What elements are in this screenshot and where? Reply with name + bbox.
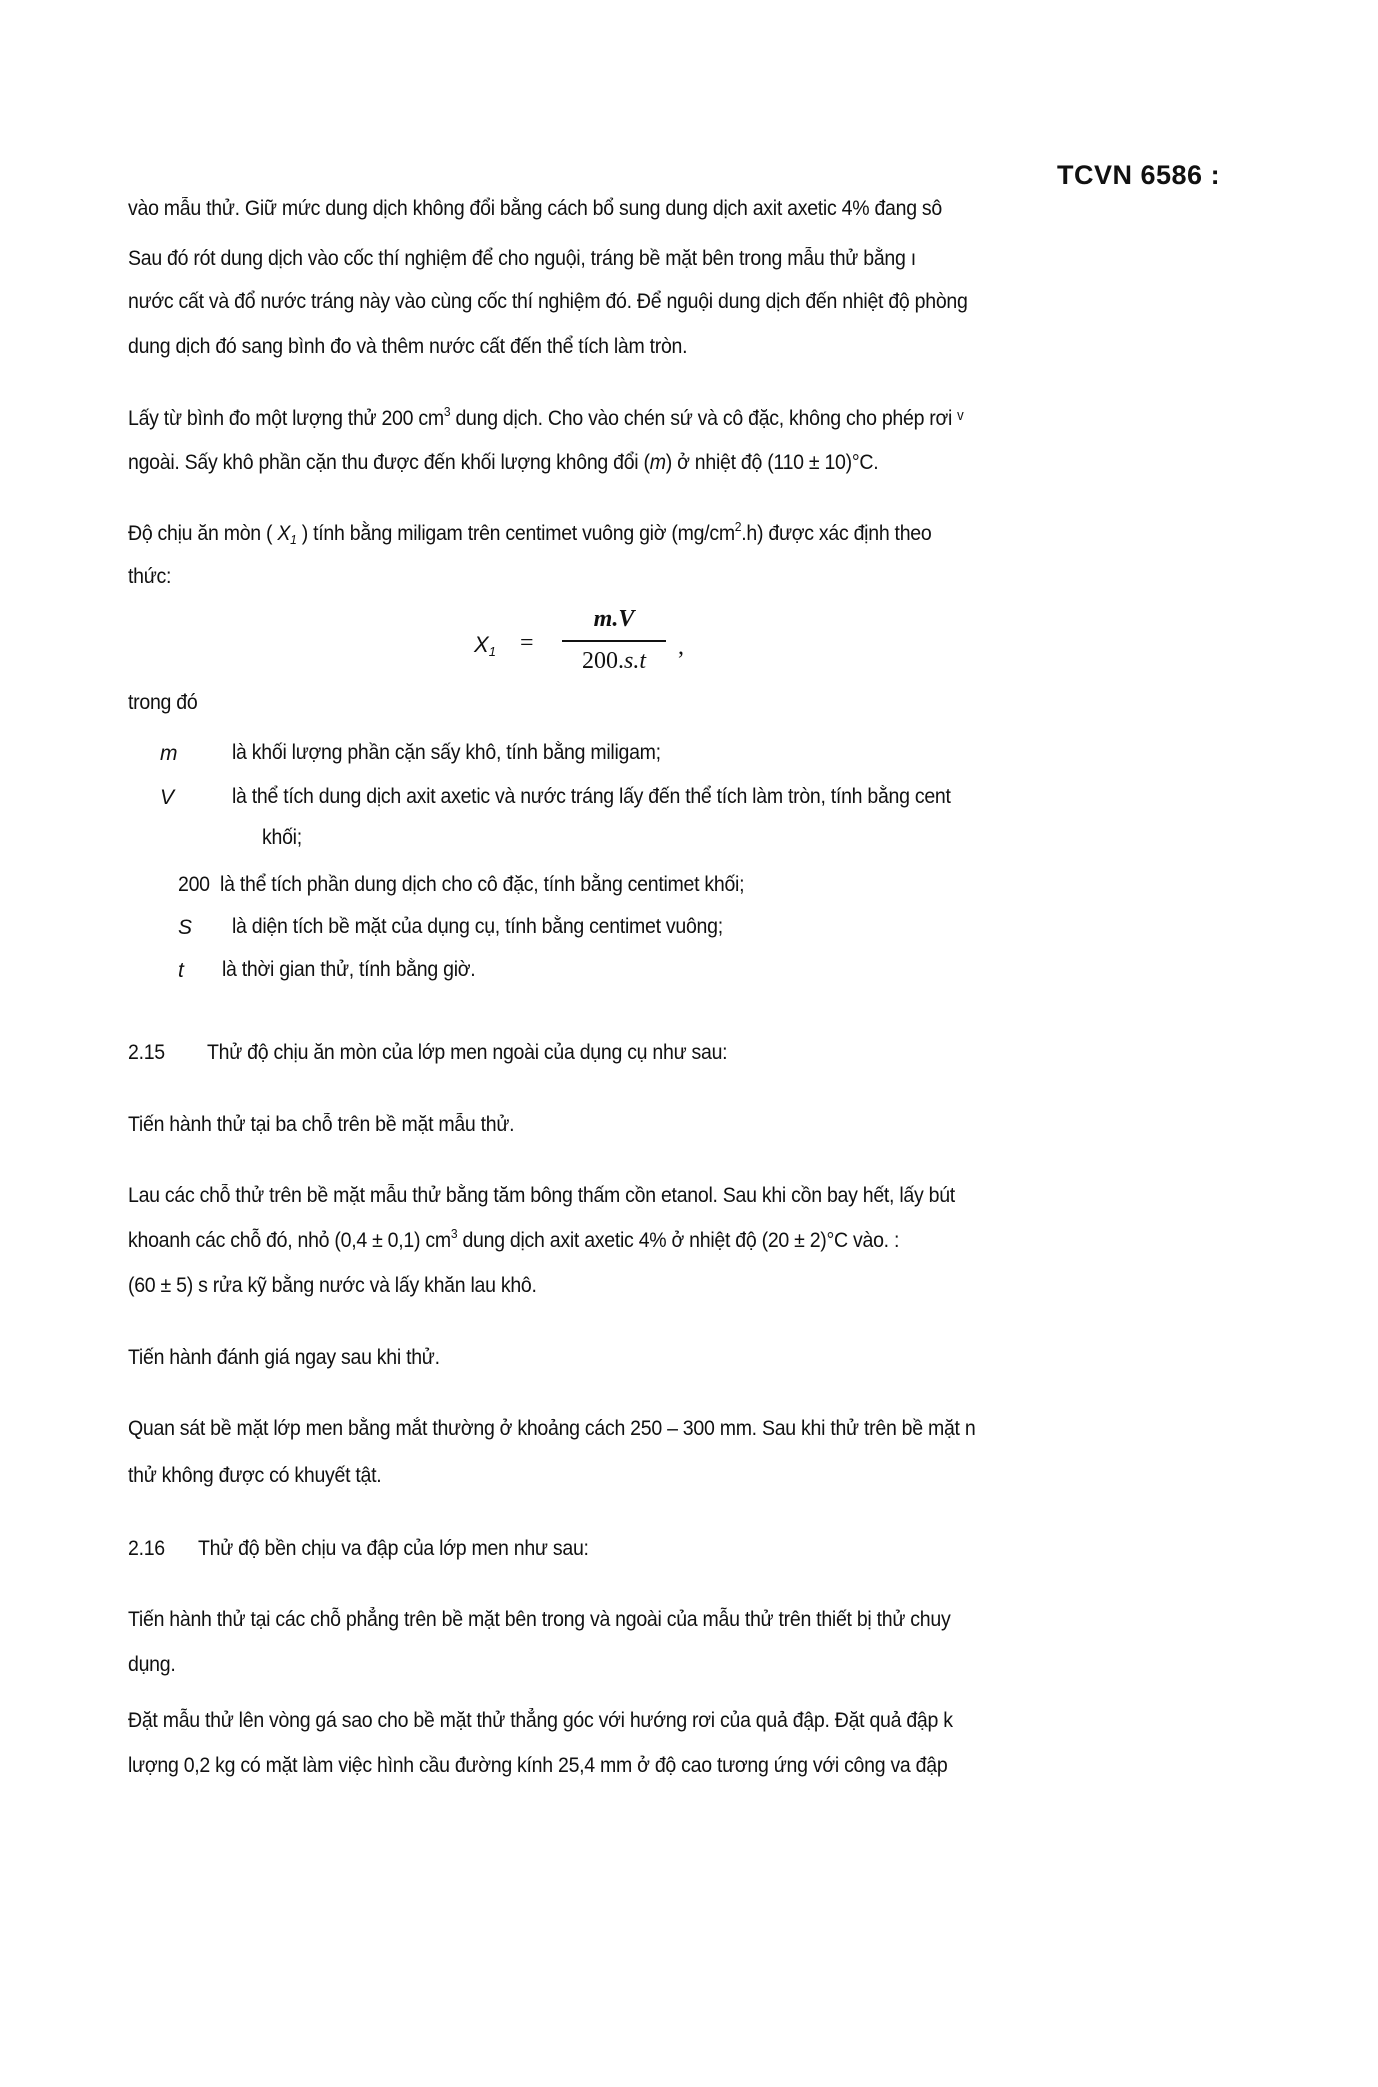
formula-lhs: $X_1$ bbox=[474, 632, 496, 659]
section-2-15-p4-line1: Quan sát bề mặt lớp men bằng mắt thường ở khoảng cách 250 – 300 mm. Sau khi thử trên bề mặt n bbox=[128, 1417, 976, 1440]
para1-line4: dung dịch đó sang bình đo và thêm nước cất đến thể tích làm tròn. bbox=[128, 335, 688, 358]
para1-line2: Sau đó rót dung dịch vào cốc thí nghiệm để cho nguội, tráng bề mặt bên trong mẫu thử bằng ı bbox=[128, 247, 916, 270]
section-2-15-p1: Tiến hành thử tại ba chỗ trên bề mặt mẫu thử. bbox=[128, 1113, 515, 1136]
definition-text: là thời gian thử, tính bằng giờ. bbox=[222, 958, 476, 981]
section-2-15-p2-line1: Lau các chỗ thử trên bề mặt mẫu thử bằng tăm bông thấm cồn etanol. Sau khi cồn bay hết, lấy bút bbox=[128, 1184, 955, 1207]
definition-row-200 bbox=[178, 874, 744, 895]
para3-line1: Độ chịu ăn mòn ( $X_1$ ) tính bằng miligam trên centimet vuông giờ $(mg/cm^2.h)$ được xác định theo bbox=[128, 519, 932, 547]
section-2-15-p3: Tiến hành đánh giá ngay sau khi thử. bbox=[128, 1346, 440, 1369]
section-2-16-title: Thử độ bền chịu va đập của lớp men như sau: bbox=[198, 1537, 589, 1560]
para2-line2: ngoài. Sấy khô phần cặn thu được đến khối lượng không đổi (m) ở nhiệt độ (110 ± 10)°C. bbox=[128, 451, 879, 474]
where-label: trong đó bbox=[128, 691, 198, 714]
section-2-16-p2-line2: lượng 0,2 kg có mặt làm việc hình cầu đường kính 25,4 mm ở độ cao tương ứng với công va đập bbox=[128, 1754, 948, 1777]
formula-equals: = bbox=[520, 630, 534, 656]
para1-line3: nước cất và đổ nước tráng này vào cùng cốc thí nghiệm đó. Để nguội dung dịch đến nhiệt độ phòng bbox=[128, 290, 968, 313]
definition-symbol: t bbox=[178, 959, 184, 982]
section-2-16-p2-line1: Đặt mẫu thử lên vòng gá sao cho bề mặt thử thẳng góc với hướng rơi của quả đập. Đặt quả đập k bbox=[128, 1709, 953, 1732]
section-2-15-number: 2.15 bbox=[128, 1041, 165, 1064]
formula-comma: , bbox=[678, 634, 684, 660]
formula-denominator: 200.s.t bbox=[581, 648, 646, 674]
section-2-15-p2-line3: (60 ± 5) s rửa kỹ bằng nước và lấy khăn lau khô. bbox=[128, 1274, 537, 1297]
definition-symbol: m bbox=[160, 742, 178, 765]
definition-symbol: S bbox=[178, 916, 193, 939]
standard-code-header: TCVN 6586 : bbox=[1057, 160, 1221, 190]
definition-text: là diện tích bề mặt của dụng cụ, tính bằng centimet vuông; bbox=[232, 915, 723, 938]
section-2-15-title: Thử độ chịu ăn mòn của lớp men ngoài của dụng cụ như sau: bbox=[207, 1041, 728, 1064]
para3-line2: thức: bbox=[128, 565, 172, 588]
section-2-15-p2-line2: khoanh các chỗ đó, nhỏ (0,4 ± 0,1) $cm^3$ dung dịch axit axetic 4% ở nhiệt độ (20 ± 2)°C vào. : bbox=[128, 1226, 900, 1252]
definition-continuation: khối; bbox=[262, 826, 302, 849]
definition-text: là khối lượng phần cặn sấy khô, tính bằng miligam; bbox=[232, 741, 661, 764]
fraction-bar bbox=[562, 640, 666, 642]
section-2-15-p4-line2: thử không được có khuyết tật. bbox=[128, 1464, 382, 1487]
para1-line1: vào mẫu thử. Giữ mức dung dịch không đổi bằng cách bổ sung dung dịch axit axetic 4% đang sô bbox=[128, 197, 942, 220]
section-2-16-p1-line1: Tiến hành thử tại các chỗ phẳng trên bề mặt bên trong và ngoài của mẫu thử trên thiết bị thử chuy bbox=[128, 1608, 951, 1631]
section-2-16-number: 2.16 bbox=[128, 1537, 165, 1560]
para2-line1: Lấy từ bình đo một lượng thử 200 $cm^3$ dung dịch. Cho vào chén sứ và cô đặc, không cho phép rơi ᵛ bbox=[128, 404, 964, 430]
definition-symbol: V bbox=[160, 786, 175, 809]
formula-numerator: m.V bbox=[593, 606, 635, 632]
section-2-16-p1-line2: dụng. bbox=[128, 1653, 176, 1676]
definition-text: là thể tích phần dung dịch cho cô đặc, tính bằng centimet khối; bbox=[220, 873, 745, 896]
definition-symbol: 200 bbox=[178, 873, 210, 896]
definition-text: là thể tích dung dịch axit axetic và nước tráng lấy đến thể tích làm tròn, tính bằng cent bbox=[232, 785, 951, 808]
